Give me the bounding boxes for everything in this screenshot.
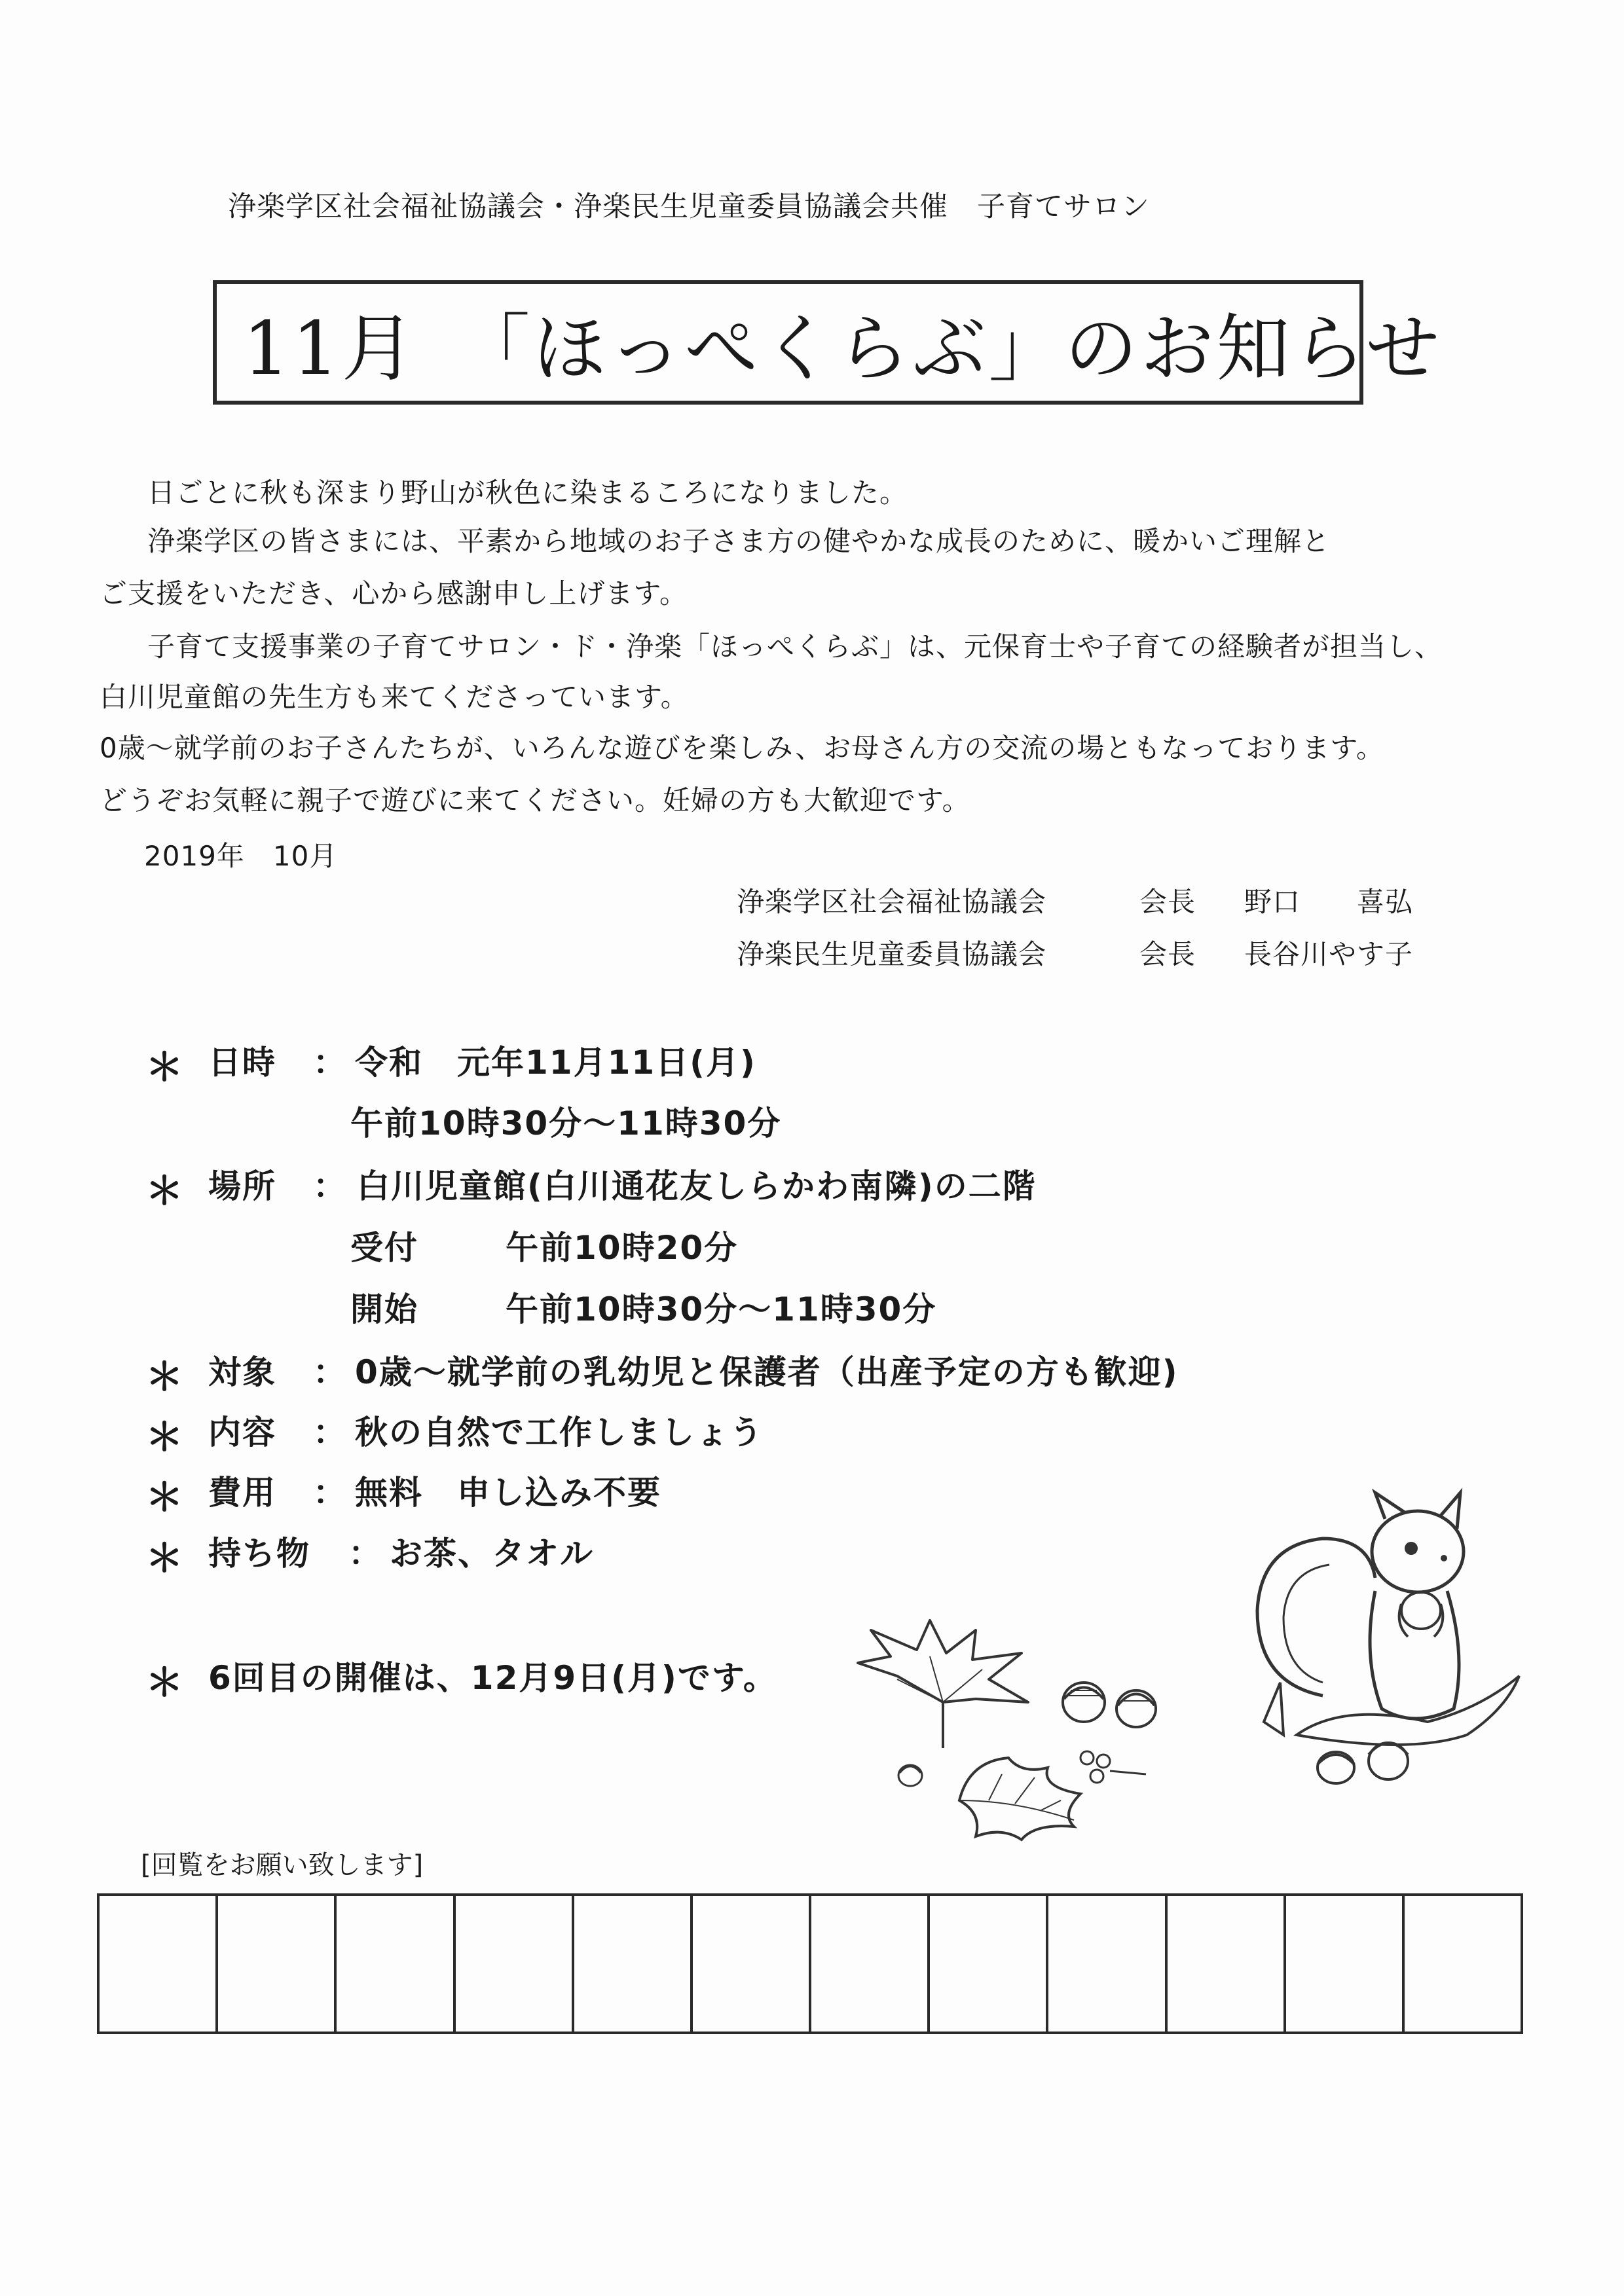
stamp-cell bbox=[218, 1896, 337, 2032]
items-value: お茶、タオル bbox=[390, 1535, 594, 1573]
signature-role-2: 会長 bbox=[1139, 938, 1196, 970]
signature-org-1: 浄楽学区社会福祉協議会 bbox=[737, 886, 1047, 918]
start-label: 開始 bbox=[350, 1290, 418, 1328]
colon: ： bbox=[313, 1044, 347, 1082]
stamp-cell bbox=[930, 1896, 1048, 2032]
colon: ： bbox=[313, 1413, 347, 1451]
body-line-1: 日ごとに秋も深まり野山が秋色に染まるころになりました。 bbox=[147, 477, 908, 509]
cost-label: 費用 bbox=[208, 1474, 276, 1512]
bullet-star: ＊ bbox=[145, 1475, 184, 1520]
stamp-cell bbox=[1286, 1896, 1405, 2032]
content-value: 秋の自然で工作しましょう bbox=[355, 1413, 764, 1451]
squirrel-illustration bbox=[1244, 1486, 1532, 1794]
acorns-illustration bbox=[1054, 1669, 1172, 1741]
place-label: 場所 bbox=[208, 1167, 276, 1205]
bullet-star: ＊ bbox=[145, 1536, 184, 1580]
stamp-cell bbox=[574, 1896, 693, 2032]
signature-role-1: 会長 bbox=[1139, 886, 1196, 918]
colon: ： bbox=[313, 1474, 347, 1512]
reception-time: 午前10時20分 bbox=[506, 1229, 739, 1267]
colon: ： bbox=[313, 1353, 347, 1391]
place-value: 白川児童館(白川通花友しらかわ南隣)の二階 bbox=[357, 1167, 1037, 1205]
datetime-value-2: 午前10時30分～11時30分 bbox=[350, 1104, 782, 1142]
colon: ： bbox=[313, 1167, 347, 1205]
start-time: 午前10時30分～11時30分 bbox=[506, 1290, 937, 1328]
colon: ： bbox=[348, 1535, 382, 1573]
bullet-star: ＊ bbox=[145, 1045, 184, 1089]
body-line-3: ご支援をいただき、心から感謝申し上げます。 bbox=[100, 577, 688, 610]
next-session: 6回目の開催は、12月9日(月)です。 bbox=[208, 1659, 777, 1697]
body-line-5: 白川児童館の先生方も来てくださっています。 bbox=[100, 681, 689, 713]
signature-name-1: 野口 喜弘 bbox=[1244, 886, 1414, 918]
stamp-cell bbox=[1168, 1896, 1286, 2032]
page-title: 11月 「ほっぺくらぶ」のお知らせ bbox=[243, 306, 1443, 392]
reception-label: 受付 bbox=[350, 1229, 418, 1267]
target-value: 0歳～就学前の乳幼児と保護者（出産予定の方も歓迎) bbox=[355, 1353, 1179, 1391]
cost-value: 無料 申し込み不要 bbox=[355, 1474, 661, 1512]
organizer-line: 浄楽学区社会福祉協議会・浄楽民生児童委員協議会共催 子育てサロン bbox=[228, 191, 1150, 223]
letter-date: 2019年 10月 bbox=[144, 840, 338, 872]
bullet-star: ＊ bbox=[145, 1660, 184, 1705]
bullet-star: ＊ bbox=[145, 1355, 184, 1399]
oak-leaf-illustration bbox=[950, 1748, 1094, 1846]
content-label: 内容 bbox=[208, 1413, 276, 1451]
datetime-label: 日時 bbox=[208, 1044, 276, 1082]
datetime-value-1: 令和 元年11月11日(月) bbox=[355, 1044, 756, 1082]
small-acorn-illustration bbox=[891, 1755, 930, 1794]
body-line-7: どうぞお気軽に親子で遊びに来てください。妊婦の方も大歓迎です。 bbox=[100, 784, 970, 816]
body-line-2: 浄楽学区の皆さまには、平素から地域のお子さま方の健やかな成長のために、暖かいご理解と bbox=[147, 525, 1331, 557]
target-label: 対象 bbox=[208, 1353, 276, 1391]
body-line-6: 0歳～就学前のお子さんたちが、いろんな遊びを楽しみ、お母さん方の交流の場ともなっております。 bbox=[100, 732, 1384, 764]
bullet-star: ＊ bbox=[145, 1169, 184, 1213]
circulation-stamp-table bbox=[97, 1893, 1523, 2034]
title-box bbox=[213, 280, 1443, 405]
bullet-star: ＊ bbox=[145, 1415, 184, 1459]
signature-org-2: 浄楽民生児童委員協議会 bbox=[737, 938, 1047, 970]
signature-name-2: 長谷川やす子 bbox=[1244, 938, 1414, 970]
stamp-cell bbox=[1048, 1896, 1167, 2032]
stamp-cell bbox=[811, 1896, 930, 2032]
stamp-cell bbox=[693, 1896, 811, 2032]
items-label: 持ち物 bbox=[208, 1535, 310, 1573]
body-line-4: 子育て支援事業の子育てサロン・ド・浄楽「ほっぺくらぶ」は、元保育士や子育ての経験者が担当し、 bbox=[147, 630, 1443, 663]
maple-leaf-illustration bbox=[845, 1617, 1041, 1755]
stamp-cell bbox=[1405, 1896, 1521, 2032]
circulation-label: [回覧をお願い致します] bbox=[141, 1850, 424, 1880]
stamp-cell bbox=[456, 1896, 574, 2032]
stamp-cell bbox=[100, 1896, 218, 2032]
stamp-cell bbox=[337, 1896, 455, 2032]
